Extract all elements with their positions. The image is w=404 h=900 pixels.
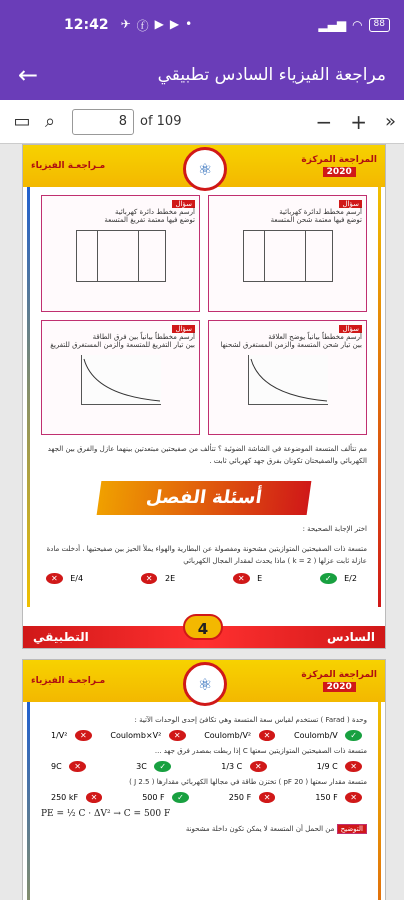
- more-notifications-icon: •: [185, 16, 193, 31]
- brand-right: [301, 155, 377, 177]
- cross-icon: ✕: [86, 792, 103, 803]
- question-tag: سؤال: [339, 325, 362, 333]
- page-header: [23, 660, 385, 702]
- side-stripe-right: [378, 702, 381, 900]
- page-number-input[interactable]: 8: [72, 109, 134, 135]
- side-stripe-left: [27, 187, 30, 607]
- question-box-2: [208, 195, 367, 312]
- page-header: [23, 145, 385, 187]
- mcq-choices: [41, 730, 367, 741]
- equation: PE = ½ C · ΔV² → C = 500 F: [41, 809, 171, 819]
- choice-3: Coulomb/V² ✕: [194, 730, 280, 741]
- choice-4: ✓ E/2: [315, 573, 367, 584]
- app-title: مراجعة الفيزياء السادس تطبيقي: [157, 65, 386, 85]
- question-tag: سؤال: [339, 200, 362, 208]
- explanation-text: مم تتألف المتسعة الموضوعة في الشاشة الضوئية ؟ تتألف من صفيحتين مبتعدتين بينهما عازل والفرق بين الجهد الكهربائي والصفيحتان تكونان بفرق جهد كهربائي ثابت .: [47, 445, 367, 465]
- cross-icon: ✕: [75, 730, 92, 741]
- cross-icon: ✕: [259, 792, 276, 803]
- question-text: أرسم مخططاً بيانياً يوضح العلاقة: [268, 333, 362, 341]
- zoom-in-icon[interactable]: +: [350, 109, 367, 134]
- question-subtext: بين تيار التفريغ للمتسعة والزمن المستغرق للتفريغ: [50, 341, 195, 349]
- choice-4: 150 F ✕: [305, 792, 367, 803]
- zoom-out-icon[interactable]: −: [315, 109, 333, 134]
- mcq-choices: [41, 792, 367, 803]
- facebook-icon: ⓕ: [136, 18, 149, 33]
- wifi-icon: ◠: [352, 18, 363, 32]
- status-bar: [0, 0, 404, 50]
- check-icon: ✓: [172, 792, 189, 803]
- cross-icon: ✕: [345, 792, 362, 803]
- choice-3: 250 F ✕: [219, 792, 281, 803]
- cross-icon: ✕: [169, 730, 186, 741]
- choice-4: 1/9 C ✕: [307, 761, 367, 772]
- choice-2: Coulomb×V² ✕: [100, 730, 190, 741]
- cross-icon: ✕: [46, 573, 63, 584]
- mcq-choices: [41, 761, 367, 772]
- circuit-diagram: [76, 230, 166, 282]
- choice-3: ✕ E: [228, 573, 272, 584]
- header-year: 2020: [323, 167, 356, 177]
- side-stripe-left: [27, 702, 30, 900]
- youtube-icon: ▶: [154, 16, 164, 31]
- header-year: 2020: [323, 682, 356, 692]
- note-tag: التوضيح: [337, 824, 367, 834]
- pdf-page-1: [22, 144, 386, 649]
- decay-graph: [248, 355, 328, 405]
- page-content: [23, 187, 385, 607]
- decay-curve: [249, 355, 329, 405]
- check-icon: ✓: [154, 761, 171, 772]
- brand-left: مـراجعـة الفيزياء: [31, 676, 106, 686]
- logo-icon: ⚛: [183, 147, 227, 191]
- brand-left: مـراجعـة الفيزياء: [31, 161, 106, 171]
- brand-right: [301, 670, 377, 692]
- page-content: [23, 702, 385, 900]
- mcq-question: متسعة ذات الصفيحتين المتوازيتين سعتها C إذا ربطت بمصدر فرق جهد ...: [154, 747, 367, 755]
- cross-icon: ✕: [259, 730, 276, 741]
- decay-graph: [81, 355, 161, 405]
- question-text: أرسم مخطط لدائرة كهربائية: [279, 208, 362, 216]
- pdf-page-2: [22, 659, 386, 900]
- question-tag: سؤال: [172, 325, 195, 333]
- bottom-note: [41, 825, 367, 833]
- notification-icons: [121, 17, 193, 34]
- more-tools-icon[interactable]: »: [384, 111, 396, 132]
- choice-1: ✕ E/4: [41, 573, 93, 584]
- zoom-controls: [315, 110, 367, 134]
- circuit-diagram: [243, 230, 333, 282]
- pdf-viewer[interactable]: [0, 144, 404, 900]
- search-icon[interactable]: ⌕: [44, 111, 56, 132]
- choice-1: 9C ✕: [41, 761, 91, 772]
- status-right: [318, 18, 390, 32]
- question-box-3: [41, 320, 200, 435]
- youtube-icon-2: ▶: [169, 16, 180, 31]
- battery-icon: 88: [369, 18, 390, 32]
- choice-3: 1/3 C ✕: [211, 761, 271, 772]
- footer-right: السادس: [326, 630, 375, 644]
- question-box-4: [208, 320, 367, 435]
- note-text: من الحمل أن المتسعة لا يمكن تكون داخلة مشحونة: [185, 825, 335, 833]
- header-title: المراجعة المركزة: [301, 670, 377, 680]
- choice-4: Coulomb/V ✓: [284, 730, 367, 741]
- status-time: 12:42: [64, 17, 109, 33]
- choice-2: 500 F ✓: [132, 792, 194, 803]
- question-text: أرسم مخطط دائرة كهربائية: [114, 208, 195, 216]
- check-icon: ✓: [320, 573, 337, 584]
- choice-2: 3C ✓: [126, 761, 176, 772]
- sidebar-toggle-icon[interactable]: ▭: [13, 111, 31, 132]
- cross-icon: ✕: [233, 573, 250, 584]
- app-bar: [0, 50, 404, 100]
- header-title: المراجعة المركزة: [301, 155, 377, 165]
- question-box-1: [41, 195, 200, 312]
- choice-1: 250 kF ✕: [41, 792, 107, 803]
- pdf-toolbar: [0, 100, 404, 144]
- section-label: اختر الإجابة الصحيحة :: [302, 525, 367, 533]
- page-total: of 109: [140, 114, 182, 129]
- check-icon: ✓: [345, 730, 362, 741]
- question-text: أرسم مخططاً بيانياً بين فرق الطاقة: [92, 333, 195, 341]
- cross-icon: ✕: [141, 573, 158, 584]
- question-subtext: توضع فيها معتمة شحن المتسعة: [270, 216, 362, 224]
- side-stripe-right: [378, 187, 381, 607]
- question-subtext: توضع فيها معتمة تفريغ المتسعة: [104, 216, 195, 224]
- back-arrow-icon[interactable]: ←: [18, 61, 39, 89]
- chapter-questions-banner: أسئلة الفصل: [97, 481, 312, 515]
- cross-icon: ✕: [69, 761, 86, 772]
- question-tag: سؤال: [172, 200, 195, 208]
- mcq-question: متسعة مقدار سعتها ( 20 pF ) تختزن طاقة في مجالها الكهربائي مقدارها ( 2.5 J ): [129, 778, 367, 786]
- cross-icon: ✕: [250, 761, 267, 772]
- signal-icon: ▂▄▆: [318, 18, 347, 32]
- decay-curve: [82, 355, 162, 405]
- telegram-icon: ✈: [120, 16, 131, 31]
- mcq-question: وحدة ( Farad ) تستخدم لقياس سعة المتسعة وهي تكافئ إحدى الوحدات الآتية :: [134, 716, 367, 724]
- page-number-badge: 4: [183, 614, 223, 640]
- mcq-choices: [41, 573, 367, 584]
- mcq-question: متسعة ذات الصفيحتين المتوازيتين مشحونة ومفصولة عن البطارية والهواء يملأ الحيز بين صفيحتيها ، أدخلت مادة عازلة ثابت عزلها ( k = 2 ) ماذا يحدث لمقدار المجال الكهربائي: [46, 545, 367, 565]
- footer-left: التطبيقي: [33, 630, 89, 644]
- question-grid: [41, 195, 367, 435]
- logo-icon: ⚛: [183, 662, 227, 706]
- cross-icon: ✕: [345, 761, 362, 772]
- question-subtext: بين تيار شحن المتسعة والزمن المستغرق لشحنها: [220, 341, 362, 349]
- choice-1: 1/V² ✕: [41, 730, 97, 741]
- choice-2: ✕ 2E: [136, 573, 185, 584]
